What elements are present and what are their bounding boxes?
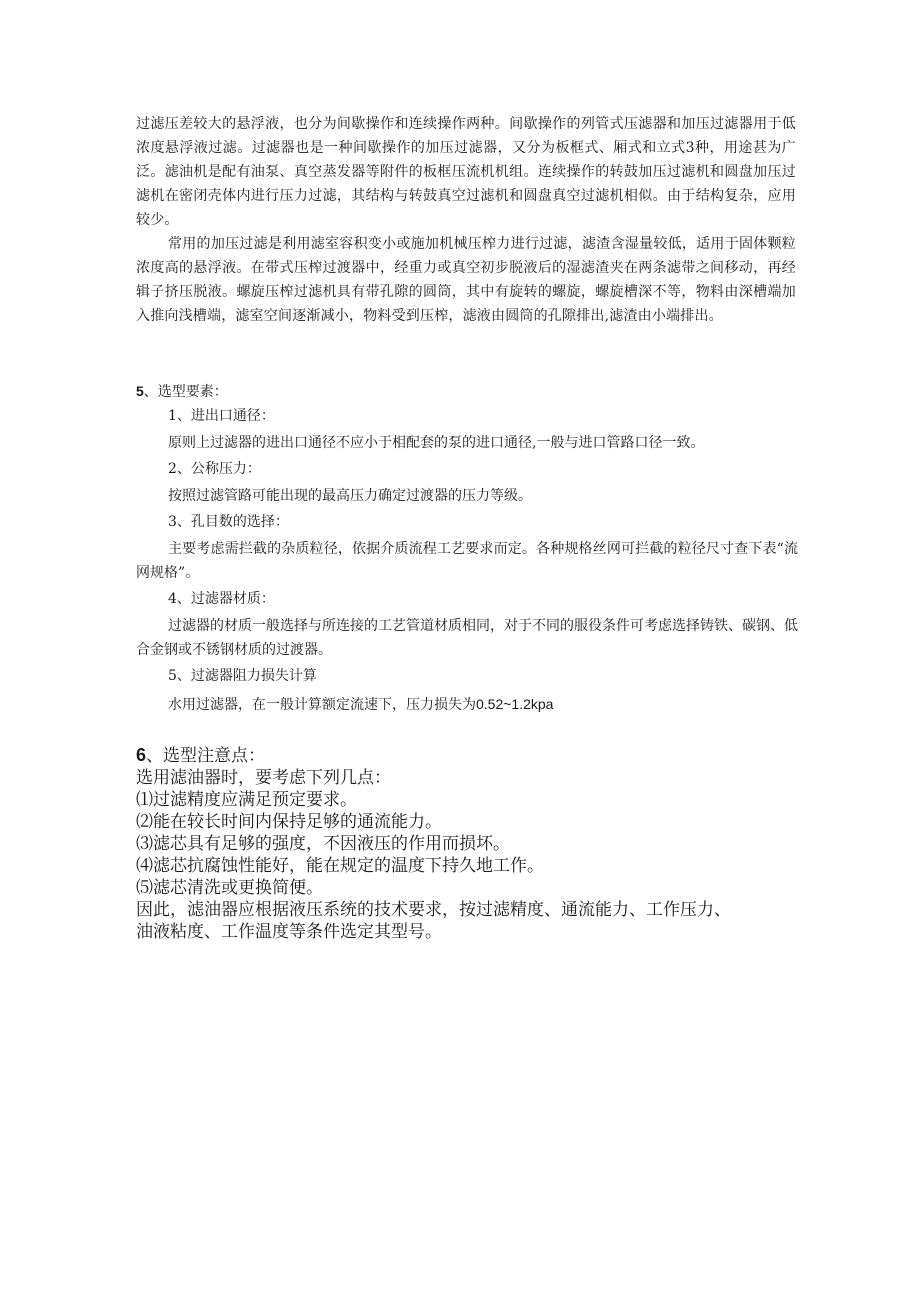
section-6-line-2: ⑴过滤精度应满足预定要求。 xyxy=(136,790,357,810)
section-6-line-4: ⑶滤芯具有足够的强度，不因液压的作用而损坏。 xyxy=(136,834,510,854)
intro-paragraph-2: 常用的加压过滤是利用滤室容积变小或施加机械压榨力进行过滤，滤渣含湿量较低，适用于固体颗粒浓度高的悬浮液。在带式压榨过渡器中，经重力或真空初步脱液后的湿滤渣夹在两条滤带之间移动，再经辑子挤压脱液。螺旋压榨过滤机具有带孔隙的圆筒，其中有旋转的螺旋，螺旋槽深不等，物料由深槽端加入推向浅槽端，滤室空间逐渐减小，物料受到压榨，滤液由圆筒的孔隙排出,滤渣由小端排出。 xyxy=(136,236,796,324)
section-6-title: 、选型注意点： xyxy=(146,746,266,766)
section-5-item-5-body-text: 水用过滤器，在一般计算额定流速下，压力损失为 xyxy=(168,697,476,713)
section-6 xyxy=(136,744,816,943)
pressure-loss-value: 0.52~1.2kpa xyxy=(476,696,554,712)
section-5-item-3-heading: 3、孔目数的选择： xyxy=(168,514,289,530)
section-5-item-4-body: 过滤器的材质一般选择与所连接的工艺管道材质相同，对于不同的服役条件可考虑选择铸铁、碳钢、低合金钢或不锈钢材质的过渡器。 xyxy=(136,618,798,658)
section-5-item-1-body: 原则上过滤器的进出口通径不应小于相配套的泵的进口通径,一般与进口管路口径一致。 xyxy=(168,435,705,451)
section-6-line-5: ⑷滤芯抗腐蚀性能好，能在规定的温度下持久地工作。 xyxy=(136,856,544,876)
section-6-heading xyxy=(136,744,816,767)
section-5-item-4-heading: 4、过滤器材质： xyxy=(168,591,275,607)
section-5-item-2-body: 按照过滤管路可能出现的最高压力确定过渡器的压力等级。 xyxy=(168,488,532,504)
section-6-line-6: ⑸滤芯清洗或更换简便。 xyxy=(136,878,323,898)
section-6-number: 6 xyxy=(136,745,147,765)
section-5-item-1-heading: 1、进出口通径： xyxy=(168,408,275,424)
section-5-item-5-heading: 5、过滤器阻力损失计算 xyxy=(168,668,317,684)
section-5-item-5-body xyxy=(168,692,798,717)
section-6-line-7: 因此，滤油器应根据液压系统的技术要求，按过滤精度、通流能力、工作压力、 xyxy=(136,900,731,920)
section-5-number: 5 xyxy=(136,383,144,399)
section-5-title: 、选型要素： xyxy=(143,383,228,399)
section-5-heading xyxy=(136,381,228,401)
section-6-line-3: ⑵能在较长时间内保持足够的通流能力。 xyxy=(136,812,442,832)
section-5-item-2-heading: 2、公称压力： xyxy=(168,461,261,477)
intro-paragraph-1: 过滤压差较大的悬浮液，也分为间歇操作和连续操作两种。间歇操作的列管式压滤器和加压过滤器用于低浓度悬浮液过滤。过滤器也是一种间歇操作的加压过滤器，又分为板框式、厢式和立式3种，用途甚为广泛。滤油机是配有油泵、真空蒸发器等附件的板框压流机机组。连续操作的转鼓加压过滤机和圆盘加压过滤机在密闭壳体内进行压力过滤，其结构与转鼓真空过滤机和圆盘真空过滤机相似。由于结构复杂，应用较少。 xyxy=(136,116,796,228)
section-5-item-3-body: 主要考虑需拦截的杂质粒径，依据介质流程工艺要求而定。各种规格丝网可拦截的粒径尺寸查下表“流网规格”。 xyxy=(136,541,798,581)
section-6-line-1: 选用滤油器时，要考虑下列几点： xyxy=(136,768,391,788)
section-6-line-8: 油液粘度、工作温度等条件选定其型号。 xyxy=(136,922,442,942)
intro-section xyxy=(136,112,796,328)
